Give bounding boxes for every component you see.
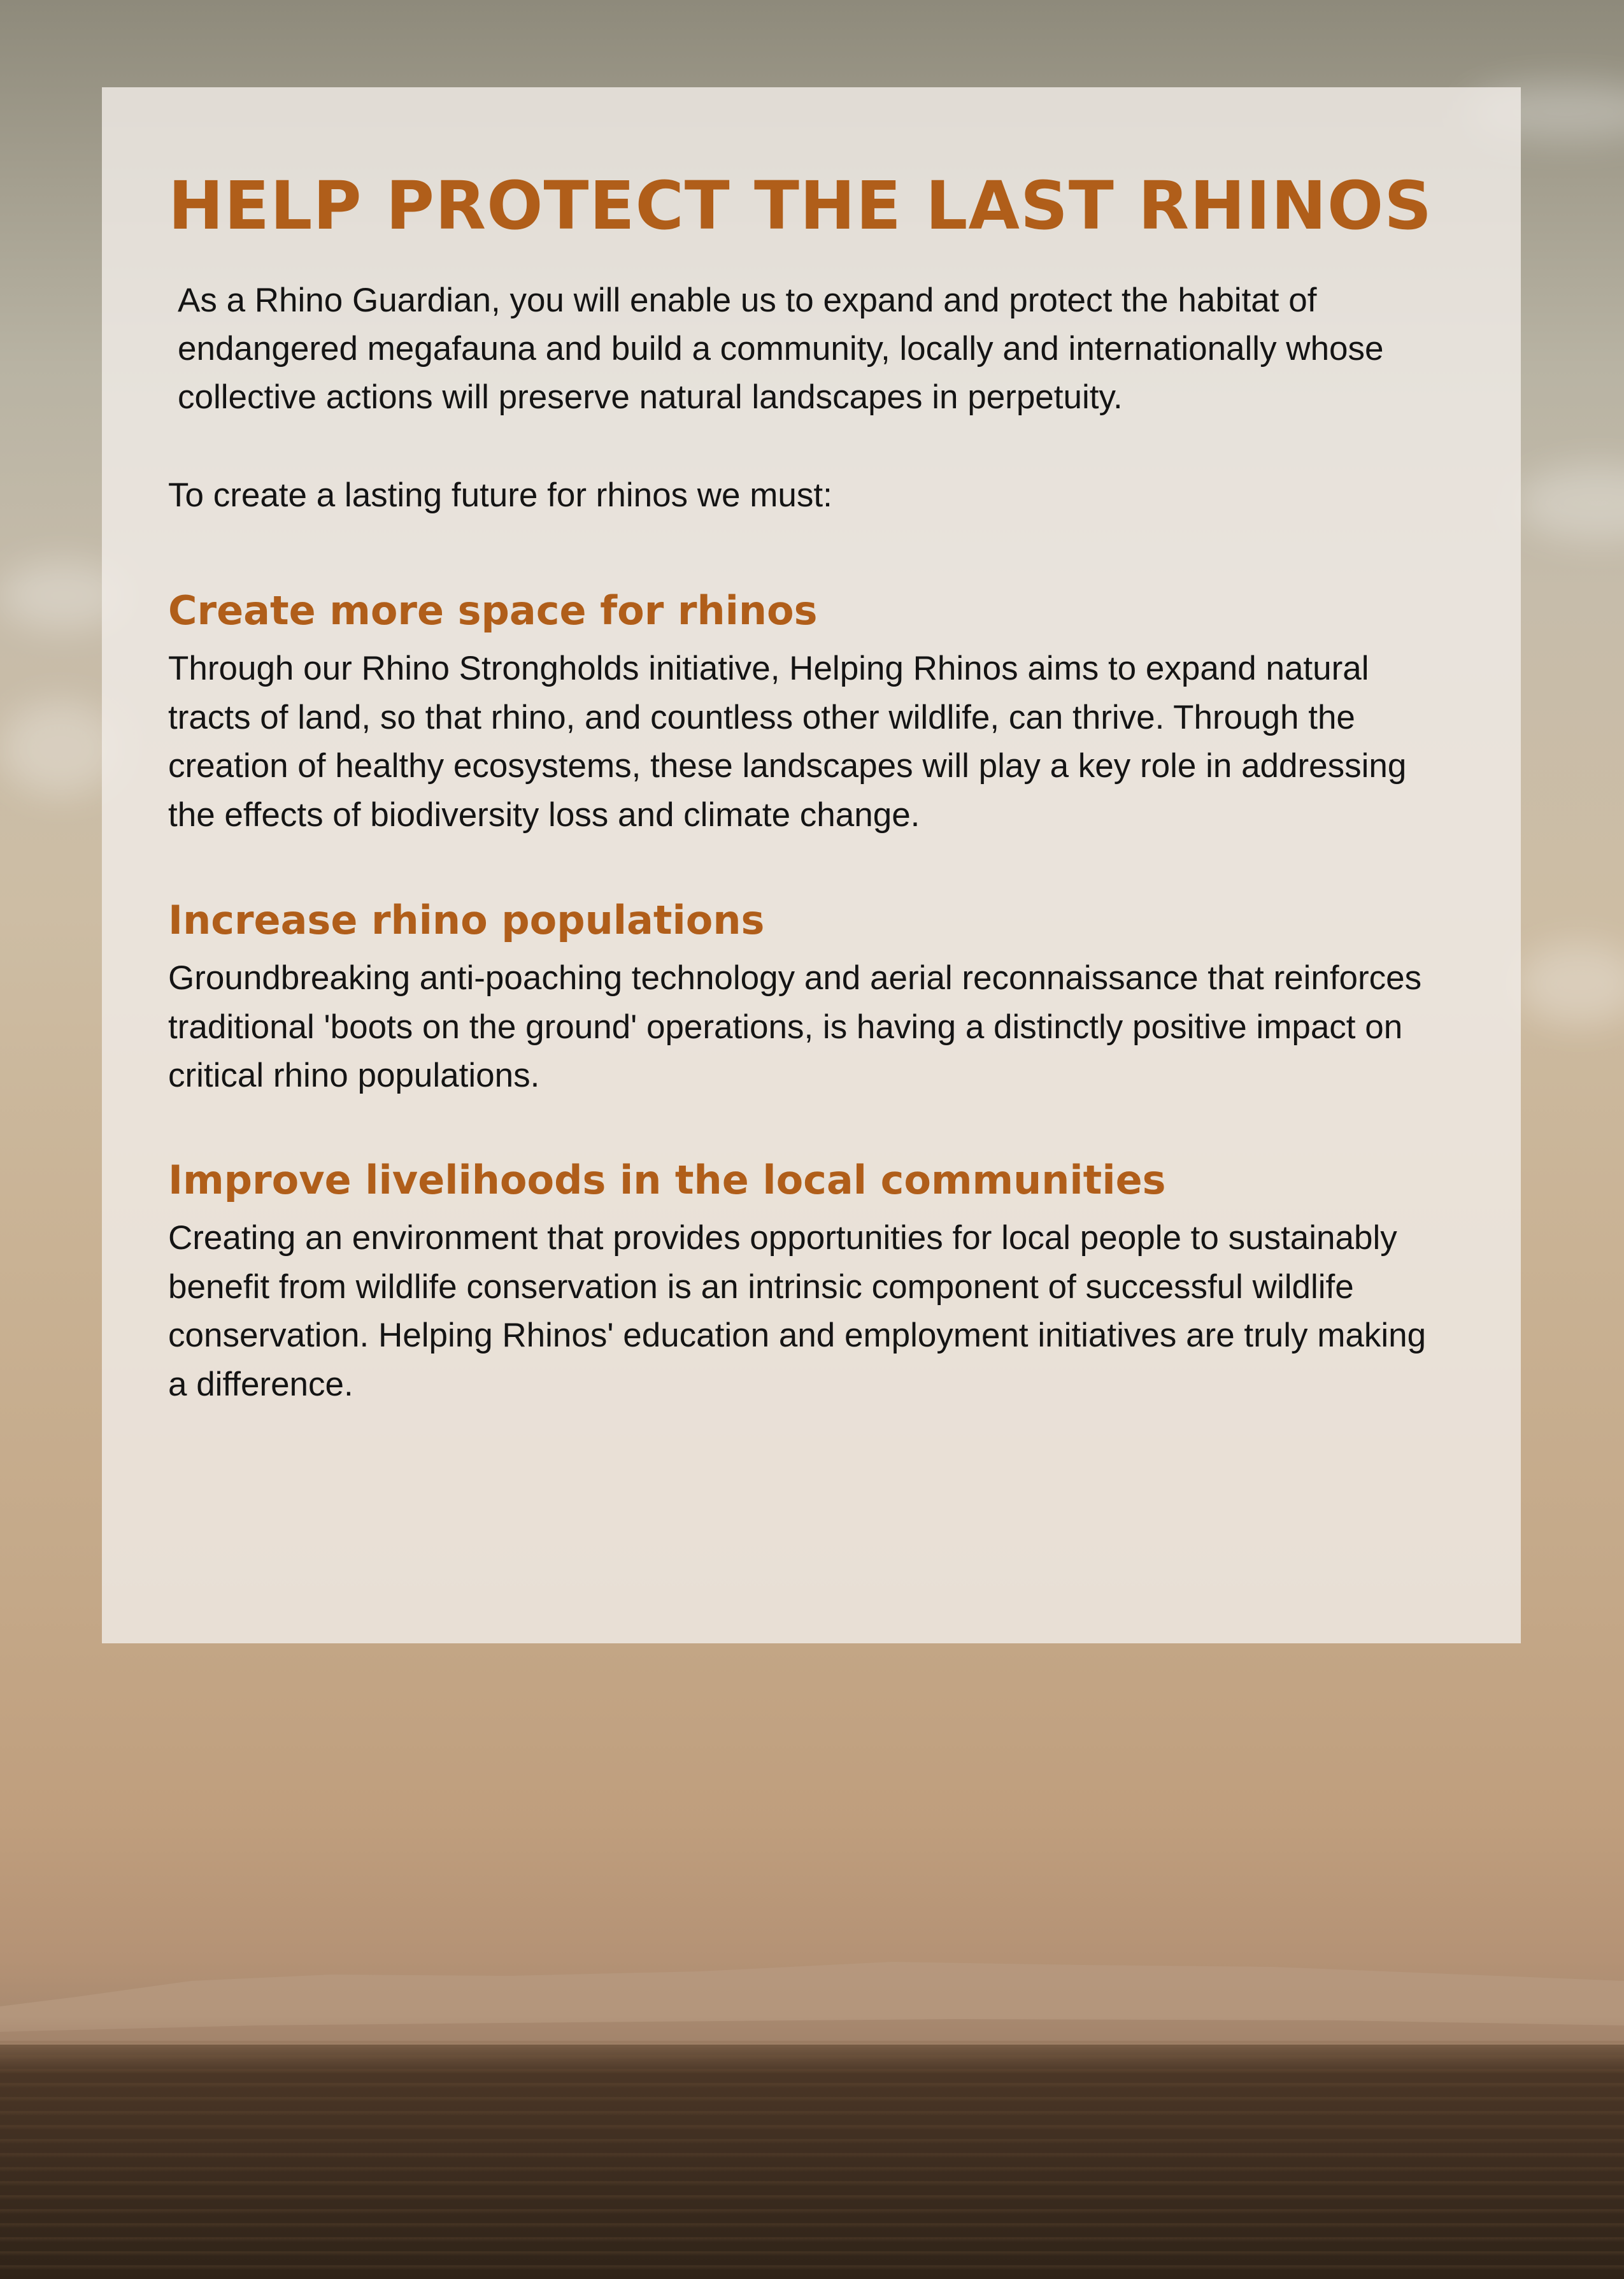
page-title: HELP PROTECT THE LAST RHINOS [168, 167, 1433, 245]
lead-text: To create a lasting future for rhinos we must: [168, 476, 832, 514]
section-heading-space: Create more space for rhinos [168, 587, 818, 634]
cloud [1516, 465, 1624, 541]
section-body-populations: Groundbreaking anti-poaching technology and aerial reconnaissance that reinforces traditional 'boots on the ground' operations, is having a distinctly positive impact on critical rhino populations. [168, 959, 1422, 1094]
section-heading-communities: Improve livelihoods in the local communities [168, 1157, 1166, 1203]
section-heading-populations: Increase rhino populations [168, 897, 765, 943]
intro-paragraph: As a Rhino Guardian, you will enable us to expand and protect the habitat of endangered megafauna and build a community, locally and internationally whose collective actions will preserve natural landscapes in perpetuity. [178, 282, 1384, 416]
section-body-space: Through our Rhino Strongholds initiative, Helping Rhinos aims to expand natural tracts of land, so that rhino, and countless other wildlife, can thrive. Through the creation of healthy ecosystems, these landscapes will play a key role in addressing the effects of biodiversity loss and climate change. [168, 650, 1407, 834]
section-body-communities: Creating an environment that provides opportunities for local people to sustainably benefit from wildlife conservation is an intrinsic component of successful wildlife conservation. Helping Rhinos' education and employment initiatives are truly making a difference. [168, 1219, 1427, 1403]
grassland [0, 2032, 1624, 2279]
cloud [1516, 943, 1624, 1025]
distant-hills [0, 1936, 1624, 2045]
